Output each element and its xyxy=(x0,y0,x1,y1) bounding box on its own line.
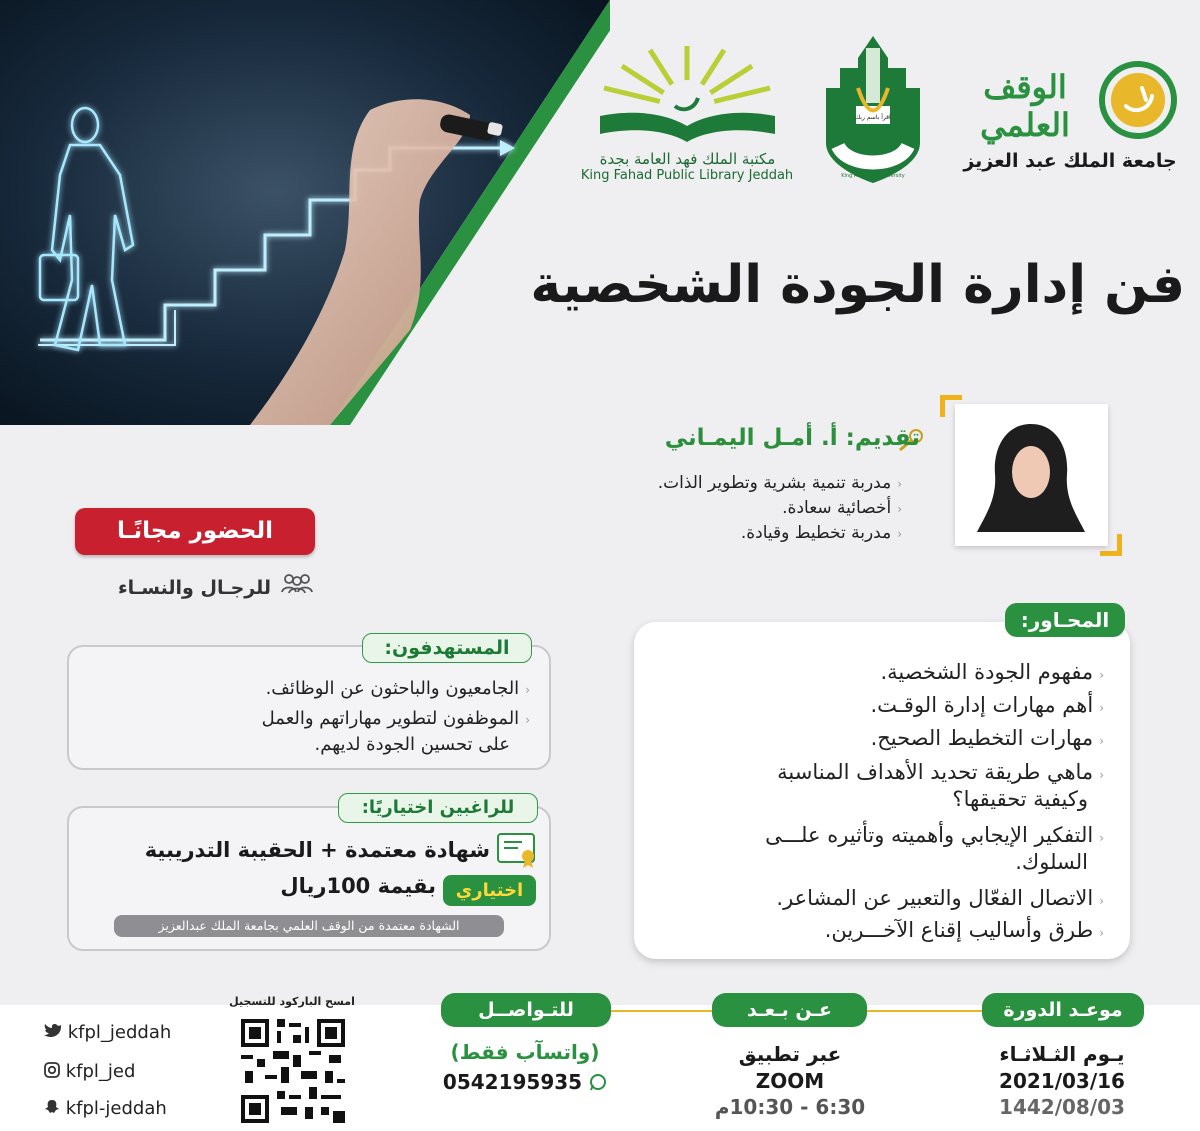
free-attendance-badge: الحضور مجانًـا xyxy=(75,508,315,555)
presenter-item: ‹مدربة تنمية بشرية وتطوير الذات. xyxy=(657,473,902,493)
axes-item: ‹أهم مهارات إدارة الوقـت. xyxy=(870,693,1104,717)
kau-emblem xyxy=(808,28,938,188)
chevron-left-icon: ‹ xyxy=(525,713,530,727)
library-book-icon xyxy=(590,38,785,148)
chevron-left-icon: ‹ xyxy=(897,527,902,541)
chevron-left-icon: ‹ xyxy=(1099,926,1104,940)
axes-item: ‹الاتصال الفعّال والتعبير عن المشاعر. xyxy=(776,886,1104,910)
axes-item-cont: وكيفية تحقيقها؟ xyxy=(952,787,1088,811)
contact-note: (واتسآب فقط) xyxy=(450,1040,600,1064)
target-item-cont: على تحسين الجودة لديهم. xyxy=(314,734,510,755)
hijab-woman-icon xyxy=(955,404,1108,546)
schedule-label: موعـد الدورة xyxy=(982,993,1144,1027)
chevron-left-icon: ‹ xyxy=(1099,734,1104,748)
social-twitter[interactable]: kfpl_jeddah xyxy=(44,1022,171,1044)
certificate-note: الشهادة معتمدة من الوقف العلمي بجامعة الملك عبدالعزيز xyxy=(114,915,504,937)
chevron-left-icon: ‹ xyxy=(1099,831,1104,845)
audience-label: للرجـال والنسـاء xyxy=(80,572,315,599)
optional-badge: اختياري xyxy=(443,875,536,906)
chevron-left-icon: ‹ xyxy=(1099,668,1104,682)
waqf-name: الوقف العلمي xyxy=(980,68,1070,144)
kau-university-en: King Abdulaziz University xyxy=(841,173,905,179)
library-name-en: King Fahad Public Library Jeddah xyxy=(580,168,794,183)
presenter-item: ‹مدربة تخطيط وقيادة. xyxy=(740,523,902,543)
axes-item: ‹مهارات التخطيط الصحيح. xyxy=(870,726,1104,750)
schedule-date-gregorian: 2021/03/16 xyxy=(999,1069,1125,1093)
presenter-item: ‹أخصائية سعادة. xyxy=(782,498,902,518)
waqf-logo xyxy=(1098,60,1178,140)
qr-label: امسح الباركود للتسجيل xyxy=(229,995,355,1008)
chevron-left-icon: ‹ xyxy=(1099,701,1104,715)
chevron-left-icon: ‹ xyxy=(1099,894,1104,908)
schedule-date-hijri: 1442/08/03 xyxy=(999,1095,1125,1119)
axes-label: المحـاور: xyxy=(1005,603,1125,637)
certificate-text: شهادة معتمدة + الحقيبة التدريبية xyxy=(144,838,490,862)
library-name-ar: مكتبة الملك فهد العامة بجدة xyxy=(599,150,776,168)
stairs-illustration xyxy=(0,0,610,425)
schedule-day: يـوم الثـلاثـاء xyxy=(999,1042,1125,1066)
snapchat-icon xyxy=(44,1099,60,1120)
people-icon xyxy=(279,572,315,599)
instagram-icon xyxy=(44,1062,60,1083)
chevron-left-icon: ‹ xyxy=(897,502,902,516)
chevron-left-icon: ‹ xyxy=(897,477,902,491)
remote-via: عبر تطبيق xyxy=(738,1042,842,1066)
page-title: فن إدارة الجودة الشخصية xyxy=(530,255,1185,315)
presenter-heading: تقديم: أ. أمـل اليمـاني xyxy=(664,425,920,451)
axes-item: ‹طرق وأساليب إقناع الآخـــرين. xyxy=(824,918,1104,942)
remote-label: عـن بـعـد xyxy=(712,993,867,1027)
social-snapchat[interactable]: kfpl-jeddah xyxy=(44,1098,167,1120)
remote-app: ZOOM xyxy=(755,1069,825,1093)
targets-label: المستهدفون: xyxy=(362,633,532,663)
axes-item: ‹مفهوم الجودة الشخصية. xyxy=(880,660,1104,684)
remote-time: 6:30 - 10:30م xyxy=(714,1095,866,1119)
kau-logo-icon xyxy=(808,28,938,188)
target-item: ‹الموظفون لتطوير مهاراتهم والعمل xyxy=(261,708,530,729)
contact-phone[interactable]: 0542195935 xyxy=(420,1070,630,1096)
axes-item: ‹التفكير الإيجابي وأهميته وتأثيره علـــى xyxy=(765,823,1104,847)
social-instagram[interactable]: kfpl_jed xyxy=(44,1061,135,1083)
chevron-left-icon: ‹ xyxy=(1099,768,1104,782)
certificate-price: بقيمة 100ريال xyxy=(280,874,436,898)
hero-image xyxy=(0,0,610,425)
axes-item-cont: السلوك. xyxy=(1015,850,1088,874)
presenter-photo xyxy=(955,404,1108,546)
optional-label: للراغبين اختياريًا: xyxy=(338,793,538,823)
waqf-emblem-icon xyxy=(1098,60,1178,140)
kau-name: جامعة الملك عبد العزيز xyxy=(963,150,1177,172)
library-logo xyxy=(590,38,785,148)
qr-code-icon[interactable] xyxy=(237,1015,349,1127)
certificate-icon xyxy=(496,832,540,870)
whatsapp-icon xyxy=(589,1072,607,1096)
kau-motto: اقرأ باسم ربك xyxy=(855,114,891,121)
twitter-icon xyxy=(44,1023,62,1044)
chevron-left-icon: ‹ xyxy=(525,683,530,697)
contact-label: للتـواصــل xyxy=(441,993,611,1027)
axes-item: ‹ماهي طريقة تحديد الأهداف المناسبة xyxy=(777,760,1104,784)
target-item: ‹الجامعيون والباحثون عن الوظائف. xyxy=(265,678,530,699)
